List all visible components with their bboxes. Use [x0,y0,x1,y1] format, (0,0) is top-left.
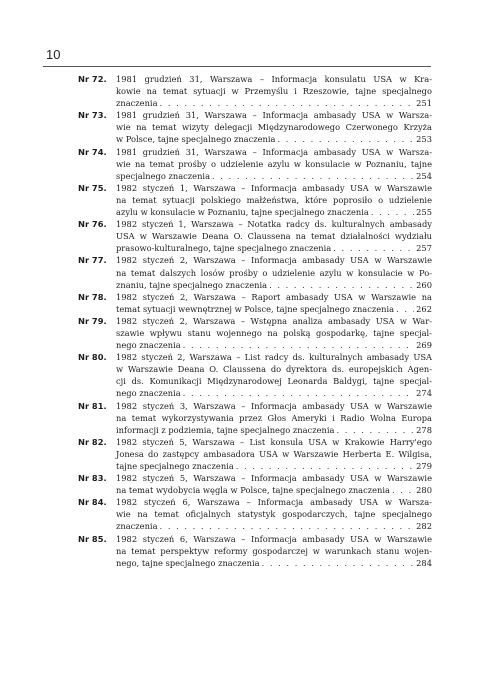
entry-text-line: 1981 grudzień 31, Warszawa – Informacja ambasady USA w Warsza- [116,146,432,157]
toc-entry [78,291,432,315]
entry-page-number: 280 [416,485,432,496]
toc-entry [78,254,432,290]
entry-last-line [116,460,432,472]
entry-text-line: 1982 styczeń 2, Warszawa – Raport ambasady USA w Warszawie na [116,291,432,302]
entry-text-end: azylu w konsulacie w Poznaniu, tajne specjalnego znaczenia [116,207,369,218]
entry-text-line: 1982 styczeń 2, Warszawa – Wstępna analiza ambasady USA w War- [116,315,432,326]
entry-text-end: nego, tajne specjalnego znaczenia [116,557,260,568]
entry-text-end: informacji z podziemia, tajne specjalnego znaczenia [116,424,335,435]
entry-text-line: 1982 styczeń 2, Warszawa – List radcy ds. kulturalnych ambasady USA [116,352,432,363]
entry-text-end: na temat wydobycia węgla w Polsce, tajne specjalnego znaczenia [116,485,390,496]
entry-text-end: w Polsce, tajne specjalnego znaczenia [116,134,276,145]
entry-text-line: wie na temat oficjalnych statystyk gospodarczych, tajne specjalnego [116,509,432,520]
toc-entry [78,109,432,145]
table-of-contents [78,73,432,569]
entry-text-end: znaczenia [116,521,158,532]
dot-leader [371,206,414,218]
entry-text-line: Jonesa do zastępcy ambasadora USA w Warszawie Herberta E. Wilgisa, [116,448,432,459]
entry-last-line [116,339,432,351]
entry-page-number: 254 [416,170,432,181]
entry-text-line: cji ds. Komunikacji Międzynarodowej Leonarda Baldygi, tajne specjal- [116,376,432,387]
toc-entry [78,533,432,569]
entry-text-line: USA w Warszawie Deana O. Claussena na temat działalności wydziału [116,231,432,242]
entry-text-line: wie na temat prośby o udzielenie azylu w konsulacie w Poznaniu, tajne [116,158,432,169]
entry-page-number: 274 [416,388,432,399]
entry-text-line: 1982 styczeń 5, Warszawa – Informacja ambasady USA w Warszawie [116,473,432,484]
entry-text-line: 1982 styczeń 1, Warszawa – Informacja ambasady USA w Warszawie [116,182,432,193]
entry-last-line [116,387,432,399]
entry-text-line: na temat wykorzystywania przez Głos Ameryki i Radio Wolna Europa [116,412,432,423]
entry-last-line [116,133,432,145]
entry-text-end: nego znaczenia [116,340,181,351]
entry-number: Nr 85. [78,533,107,544]
dot-leader [236,460,414,472]
dot-leader [262,557,415,569]
entry-text-line: 1981 grudzień 31, Warszawa – Informacja ambasady USA w Warsza- [116,110,432,121]
toc-entry [78,351,432,399]
toc-entry [78,472,432,496]
entry-number: Nr 78. [78,291,107,302]
entry-text-end: nego znaczenia [116,388,181,399]
entry-last-line [116,484,432,496]
entry-text-end: znaczenia [116,98,158,109]
entry-text-line: w Warszawie Deana O. Claussena do dyrektora ds. europejskich Agen- [116,364,432,375]
toc-entry [78,496,432,532]
entry-number: Nr 74. [78,146,107,157]
dot-leader [160,97,415,109]
entry-text-line: na temat sytuacji polskiego małżeństwa, które poprosiło o udzielenie [116,194,432,205]
dot-leader [333,242,414,254]
dot-leader [160,520,415,532]
entry-text-line: kowie na temat sytuacji w Przemyślu i Rzeszowie, tajne specjalnego [116,86,432,97]
entry-number: Nr 79. [78,315,107,326]
entry-number: Nr 83. [78,473,107,484]
toc-entry [78,218,432,254]
entry-last-line [116,97,432,109]
entry-number: Nr 80. [78,352,107,363]
entry-last-line [116,303,432,315]
dot-leader [336,424,414,436]
entry-page-number: 255 [416,207,432,218]
toc-entry [78,146,432,182]
entry-text-line: szawie wpływu stanu wojennego na polską gospodarkę, tajne specjal- [116,327,432,338]
entry-page-number: 262 [416,303,432,314]
entry-page-number: 282 [416,521,432,532]
entry-number: Nr 76. [78,219,107,230]
entry-text-line: wie na temat wizyty delegacji Międzynarodowego Czerwonego Krzyża [116,122,432,133]
entry-number: Nr 82. [78,436,107,447]
entry-last-line [116,279,432,291]
entry-number: Nr 75. [78,182,107,193]
entry-text-line: 1982 styczeń 6, Warszawa – Informacja ambasady USA w Warszawie [116,533,432,544]
entry-page-number: 279 [416,461,432,471]
dot-leader [392,484,414,496]
entry-page-number: 284 [416,557,432,568]
entry-number: Nr 81. [78,400,107,411]
entry-page-number: 251 [416,98,432,109]
dot-leader [183,339,414,351]
entry-text-end: temat sytuacji wewnętrznej w Polsce, tajne specjalnego znaczenia [116,303,395,314]
entry-text-line: 1982 styczeń 1, Warszawa – Notatka radcy ds. kulturalnych ambasady [116,219,432,230]
entry-page-number: 260 [416,279,432,290]
page-number: 10 [46,47,61,62]
toc-entry [78,315,432,351]
entry-text-line: 1982 styczeń 2, Warszawa – Informacja ambasady USA w Warszawie [116,255,432,266]
entry-text-line: na temat perspektyw reformy gospodarczej w warunkach stanu wojen- [116,545,432,556]
entry-page-number: 269 [416,340,432,351]
entry-last-line [116,520,432,532]
entry-text-line: 1982 styczeń 6, Warszawa – Informacja ambasady USA w Warsza- [116,497,432,508]
entry-text-line: 1982 styczeń 3, Warszawa – Informacja ambasady USA w Warszawie [116,400,432,411]
dot-leader [269,279,414,291]
entry-last-line [116,424,432,436]
entry-text-end: specjalnego znaczenia [116,170,211,181]
toc-entry [78,73,432,109]
entry-number: Nr 72. [78,74,107,84]
entry-last-line [116,242,432,254]
entry-text-line: 1982 styczeń 5, Warszawa – List konsula USA w Krakowie Harry'ego [116,436,432,447]
entry-number: Nr 84. [78,497,107,508]
entry-last-line [116,557,432,569]
entry-last-line [116,170,432,182]
entry-number: Nr 73. [78,110,107,121]
entry-page-number: 257 [416,243,432,254]
toc-entry [78,400,432,436]
entry-number: Nr 77. [78,255,107,266]
entry-text-end: znaniu, tajne specjalnego znaczenia [116,279,268,290]
toc-entry [78,436,432,472]
entry-text-end: tajne specjalnego znaczenia [116,461,234,471]
toc-entry [78,182,432,218]
dot-leader [183,387,414,399]
entry-page-number: 278 [416,424,432,435]
entry-last-line [116,206,432,218]
entry-page-number: 253 [416,134,432,145]
entry-text-end: prasowo-kulturalnego, tajne specjalnego znaczenia [116,243,332,254]
dot-leader [278,133,415,145]
entry-text-line: 1981 grudzień 31, Warszawa – Informacja konsulatu USA w Kra- [116,74,432,84]
dot-leader [212,170,414,182]
header-rule [43,66,431,67]
entry-text-line: na temat dalszych losów prośby o udzielenie azylu w konsulacie w Po- [116,267,432,278]
dot-leader [396,303,414,315]
